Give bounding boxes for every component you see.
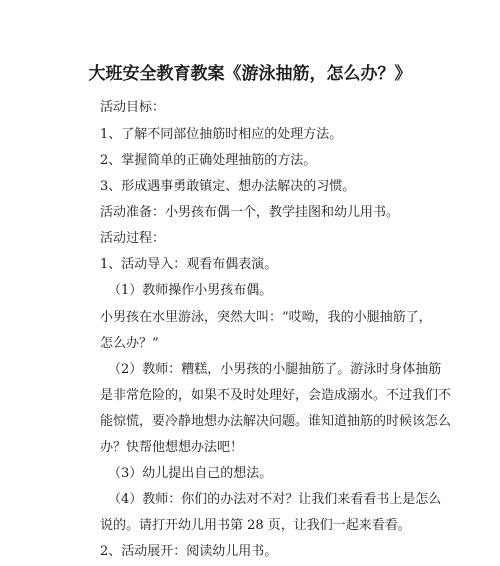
paragraph-line: 是非常危险的，如果不及时处理好，会造成溺水。不过我们不 xyxy=(100,388,452,403)
process-step-1: 1、活动导入：观看布偶表演。 xyxy=(100,257,278,272)
process-step-2: 2、活动展开：阅读幼儿用书。 xyxy=(100,544,278,559)
section-heading-process: 活动过程： xyxy=(100,231,166,246)
paragraph-line: 小男孩在水里游泳，突然大叫：“哎呦，我的小腿抽筋了， xyxy=(100,310,432,325)
process-substep-1: （1）教师操作小男孩布偶。 xyxy=(108,283,273,298)
process-substep-3: （3）幼儿提出自己的想法。 xyxy=(108,466,273,481)
paragraph-line: 说的。请打开幼儿用书第 28 页，让我们一起来看看。 xyxy=(100,518,411,533)
document-title: 大班安全教育教案《游泳抽筋，怎么办？》 xyxy=(88,64,412,84)
paragraph-line: 办？快帮他想想办法吧！ xyxy=(100,440,244,455)
goal-item-3: 3、形成遇事勇敢镇定、想办法解决的习惯。 xyxy=(100,179,356,194)
process-substep-4: （4）教师：你们的办法对不对？让我们来看看书上是怎么 xyxy=(108,492,442,507)
goal-item-1: 1、了解不同部位抽筋时相应的处理方法。 xyxy=(100,127,343,142)
preparation-paragraph: 活动准备：小男孩布偶一个，教学挂图和幼儿用书。 xyxy=(100,205,400,220)
paragraph-line: 怎么办？” xyxy=(100,336,159,351)
goal-item-2: 2、掌握简单的正确处理抽筋的方法。 xyxy=(100,153,317,168)
section-heading-goals: 活动目标： xyxy=(100,100,166,115)
process-substep-2: （2）教师：糟糕，小男孩的小腿抽筋了。游泳时身体抽筋 xyxy=(108,362,442,377)
paragraph-line: 能惊慌，要冷静地想办法解决问题。谁知道抽筋的时候该怎么 xyxy=(100,414,452,429)
